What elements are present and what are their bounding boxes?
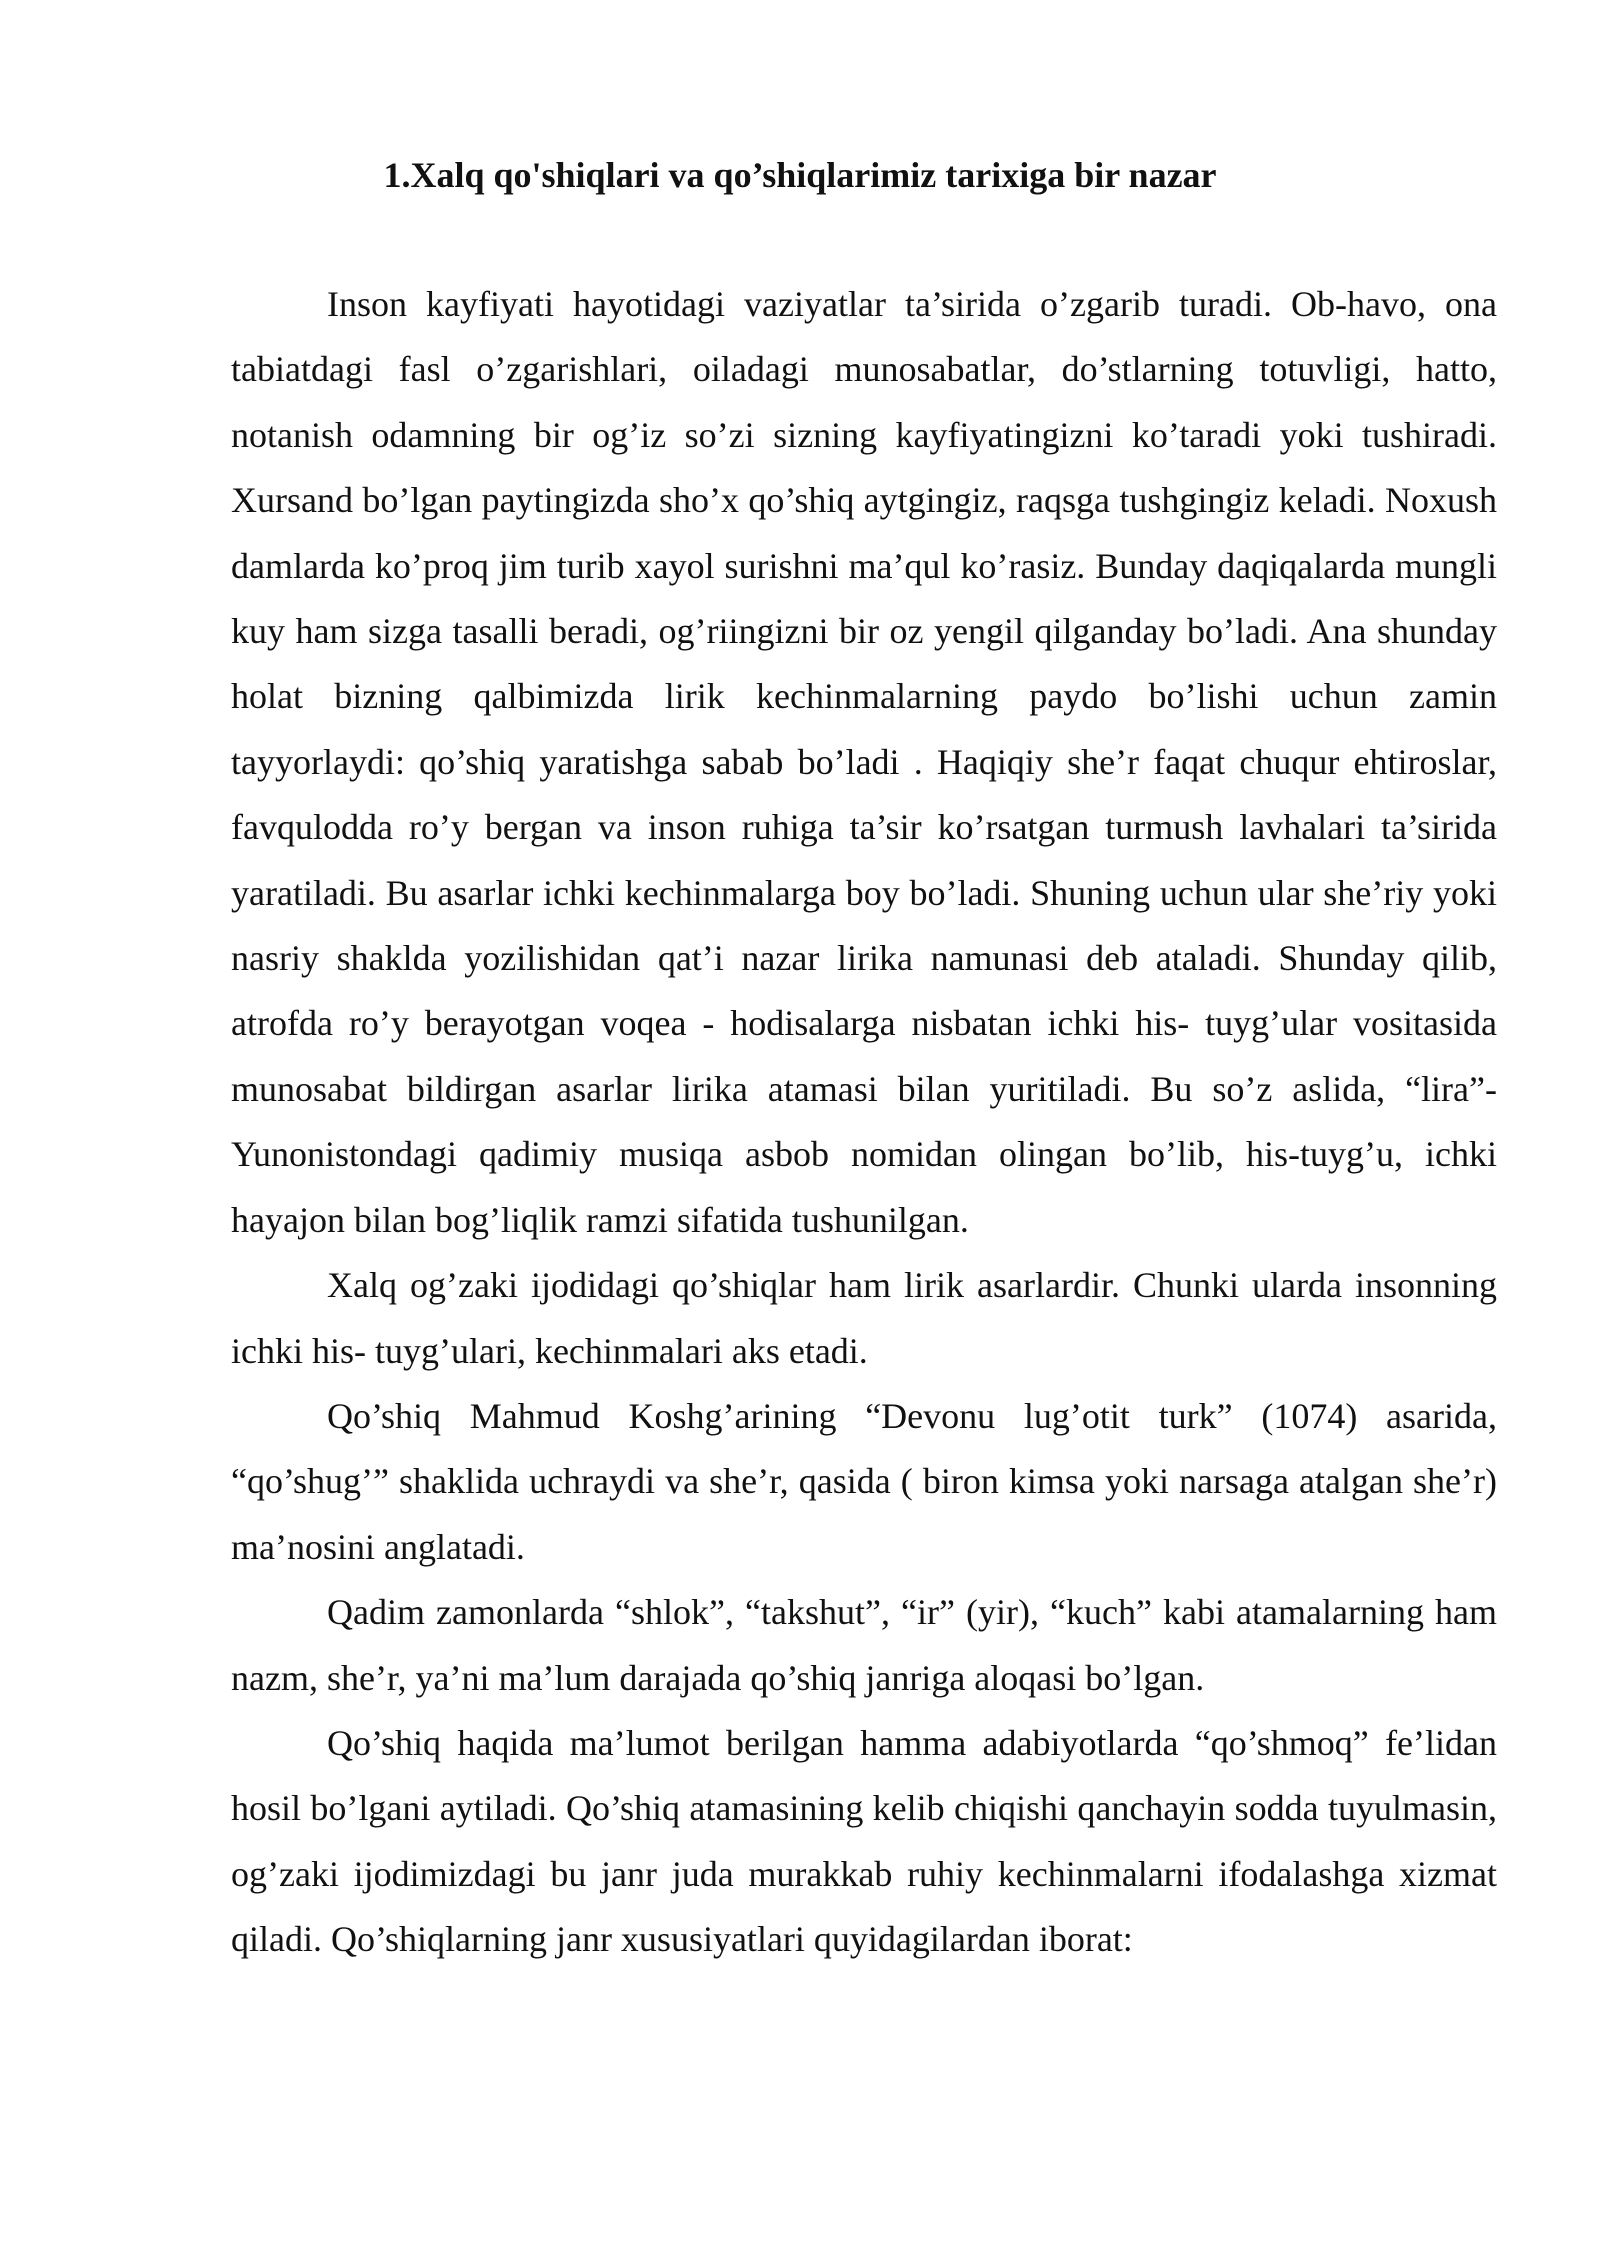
paragraph: Qo’shiq Mahmud Koshg’arining “Devonu lug’otit turk” (1074) asarida, “qo’shug’” shaklida uchraydi va she’r, qasida ( biron kimsa yoki narsaga atalgan she’r) ma’nosini anglatadi. [231,1395,1497,1567]
paragraph: Qo’shiq haqida ma’lumot berilgan hamma adabiyotlarda “qo’shmoq” fe’lidan hosil bo’lgani aytiladi. Qo’shiq atamasining kelib chiqishi qanchayin sodda tuyulmasin, og’zaki ijodimizdagi bu janr juda murakkab ruhiy kechinmalarni ifodalashga xizmat qiladi. Qo’shiqlarning janr xususiyatlari quyidagilardan iborat: [231,1722,1497,1960]
document-body [231,272,1497,1973]
paragraph: Inson kayfiyati hayotidagi vaziyatlar ta’sirida o’zgarib turadi. Ob-havo, ona tabiatdagi fasl o’zgarishlari, oiladagi munosabatlar, do’stlarning totuvligi, hatto, notanish odamning bir og’iz so’zi sizning kayfiyatingizni ko’taradi yoki tushiradi. Xursand bo’lgan paytingizda sho’x qo’shiq aytgingiz, raqsga tushgingiz keladi. Noxush damlarda ko’proq jim turib xayol surishni ma’qul ko’rasiz. Bunday daqiqalarda mungli kuy ham sizga tasalli beradi, og’riingizni bir oz yengil qilganday bo’ladi. Ana shunday holat bizning qalbimizda lirik kechinmalarning paydo bo’lishi uchun zamin tayyorlaydi: qo’shiq yaratishga sabab bo’ladi . Haqiqiy she’r faqat chuqur ehtiroslar, favqulodda ro’y bergan va inson ruhiga ta’sir ko’rsatgan turmush lavhalari ta’sirida yaratiladi. Bu asarlar ichki kechinmalarga boy bo’ladi. Shuning uchun ular she’riy yoki nasriy shaklda yozilishidan qat’i nazar lirika namunasi deb ataladi. Shunday qilib, atrofda ro’y berayotgan voqea - hodisalarga nisbatan ichki his- tuyg’ular vositasida munosabat bildirgan asarlar lirika atamasi bilan yuritiladi. Bu so’z aslida, “lira”- Yunonistondagi qadimiy musiqa asbob nomidan olingan bo’lib, his-tuyg’u, ichki hayajon bilan bog’liqlik ramzi sifatida tushunilgan. [231,284,1497,1240]
paragraph: Xalq og’zaki ijodidagi qo’shiqlar ham lirik asarlardir. Chunki ularda insonning ichki his- tuyg’ulari, kechinmalari aks etadi. [231,1265,1497,1371]
paragraph: Qadim zamonlarda “shlok”, “takshut”, “ir” (yir), “kuch” kabi atamalarning ham nazm, she’r, ya’ni ma’lum darajada qo’shiq janriga aloqasi bo’lgan. [231,1592,1497,1698]
document-title: 1.Xalq qo'shiqlari va qo’shiqlarimiz tarixiga bir nazar [383,155,1217,195]
